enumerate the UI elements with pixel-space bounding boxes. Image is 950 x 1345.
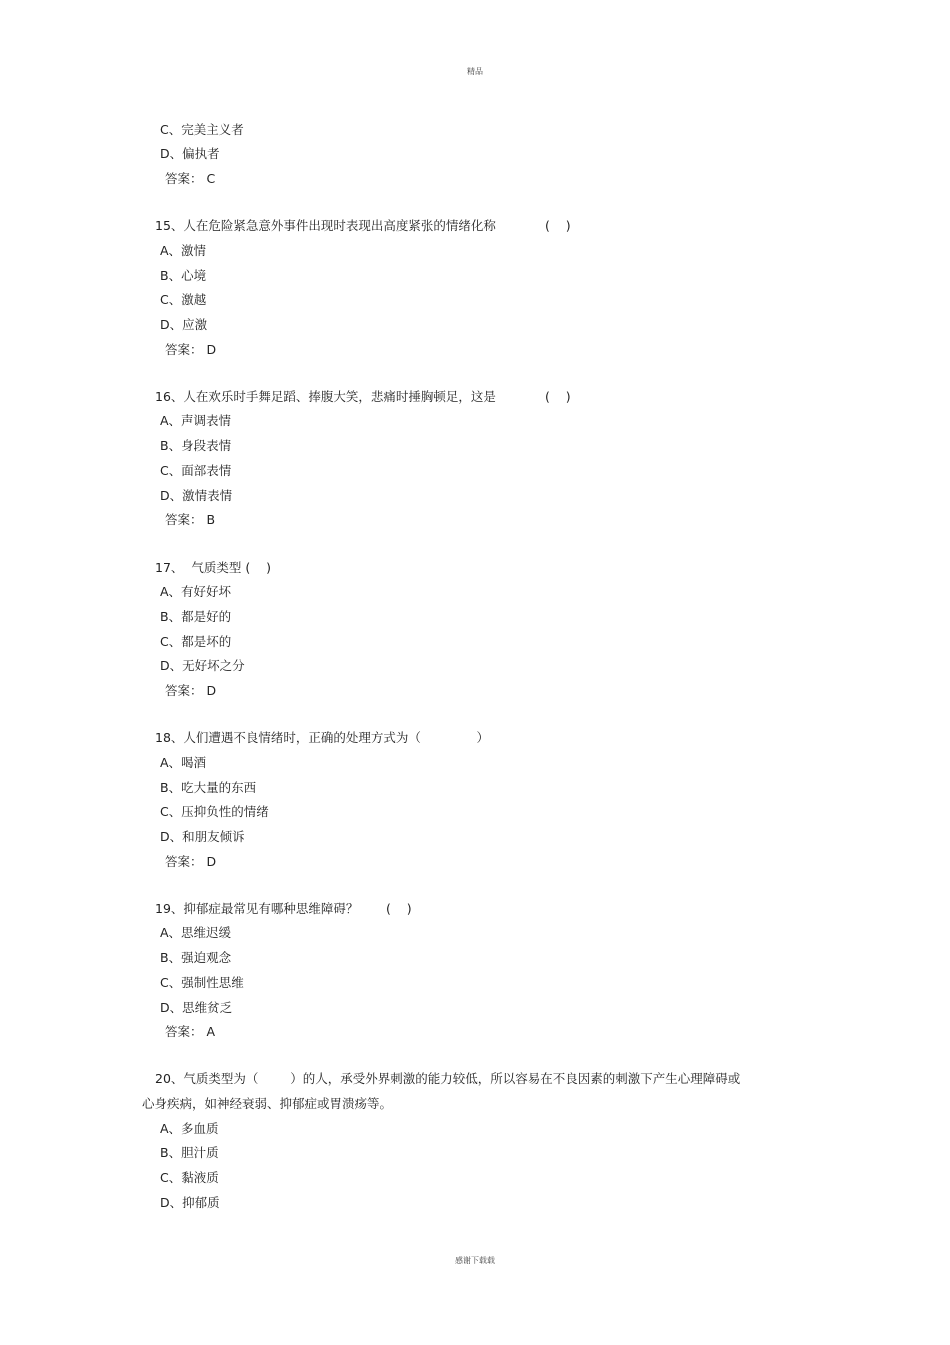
question-19-option-d: D、思维贫乏 [160, 1000, 233, 1015]
question-17-option-c: C、都是坏的 [160, 634, 232, 649]
question-18-option-c: C、压抑负性的情绪 [160, 804, 269, 819]
question-15-option-b: B、心境 [160, 268, 207, 283]
question-19-answer: 答案： A [165, 1024, 216, 1039]
page-footer: 感谢下载载 [455, 1256, 495, 1265]
answer: 答案： C [165, 171, 216, 186]
question-19-option-c: C、强制性思维 [160, 975, 244, 990]
question-18-option-a: A、喝酒 [160, 755, 207, 770]
option-c: C、完美主义者 [160, 122, 244, 137]
question-20-option-b: B、胆汁质 [160, 1145, 219, 1160]
question-15-stem: 15、人在危险紧急意外事件出现时表现出高度紧张的情绪化称 [155, 218, 496, 233]
question-20-stem: 20、气质类型为（ ）的人，承受外界刺激的能力较低，所以容易在不良因素的刺激下产生心理障碍或 [155, 1071, 741, 1086]
question-15-option-d: D、应激 [160, 317, 208, 332]
question-15-answer: 答案： D [165, 342, 217, 357]
question-16-option-a: A、声调表情 [160, 413, 232, 428]
question-15-option-c: C、激越 [160, 292, 207, 307]
page-header: 精品 [467, 67, 483, 76]
question-19-option-a: A、思维迟缓 [160, 925, 232, 940]
question-16-option-b: B、身段表情 [160, 438, 232, 453]
question-17-option-a: A、有好好坏 [160, 584, 232, 599]
question-19-option-b: B、强迫观念 [160, 950, 232, 965]
option-d: D、偏执者 [160, 146, 220, 161]
question-19-stem: 19、抑郁症最常见有哪种思维障碍？ [155, 901, 359, 916]
question-16-answer: 答案： B [165, 512, 216, 527]
question-17-option-d: D、无好坏之分 [160, 658, 245, 673]
question-18-answer: 答案： D [165, 854, 217, 869]
question-16-option-d: D、激情表情 [160, 488, 233, 503]
question-20-stem-continued: 心身疾病，如神经衰弱、抑郁症或胃溃疡等。 [142, 1096, 393, 1111]
question-16-stem: 16、人在欢乐时手舞足蹈、捧腹大笑，悲痛时捶胸顿足，这是 [155, 389, 496, 404]
question-15-bracket: ( ) [545, 218, 571, 233]
question-17-option-b: B、都是好的 [160, 609, 232, 624]
question-18-stem: 18、人们遭遇不良情绪时，正确的处理方式为（ ） [155, 730, 490, 745]
question-18-option-d: D、和朋友倾诉 [160, 829, 245, 844]
question-17-answer: 答案： D [165, 683, 217, 698]
question-18-option-b: B、吃大量的东西 [160, 780, 257, 795]
question-20-option-d: D、抑郁质 [160, 1195, 220, 1210]
question-20-option-a: A、多血质 [160, 1121, 219, 1136]
question-19-bracket: ( ) [386, 901, 412, 916]
question-16-option-c: C、面部表情 [160, 463, 232, 478]
question-15-option-a: A、激情 [160, 243, 207, 258]
question-16-bracket: ( ) [545, 389, 571, 404]
question-17-stem: 17、 气质类型 ( ) [155, 560, 271, 575]
question-20-option-c: C、黏液质 [160, 1170, 219, 1185]
